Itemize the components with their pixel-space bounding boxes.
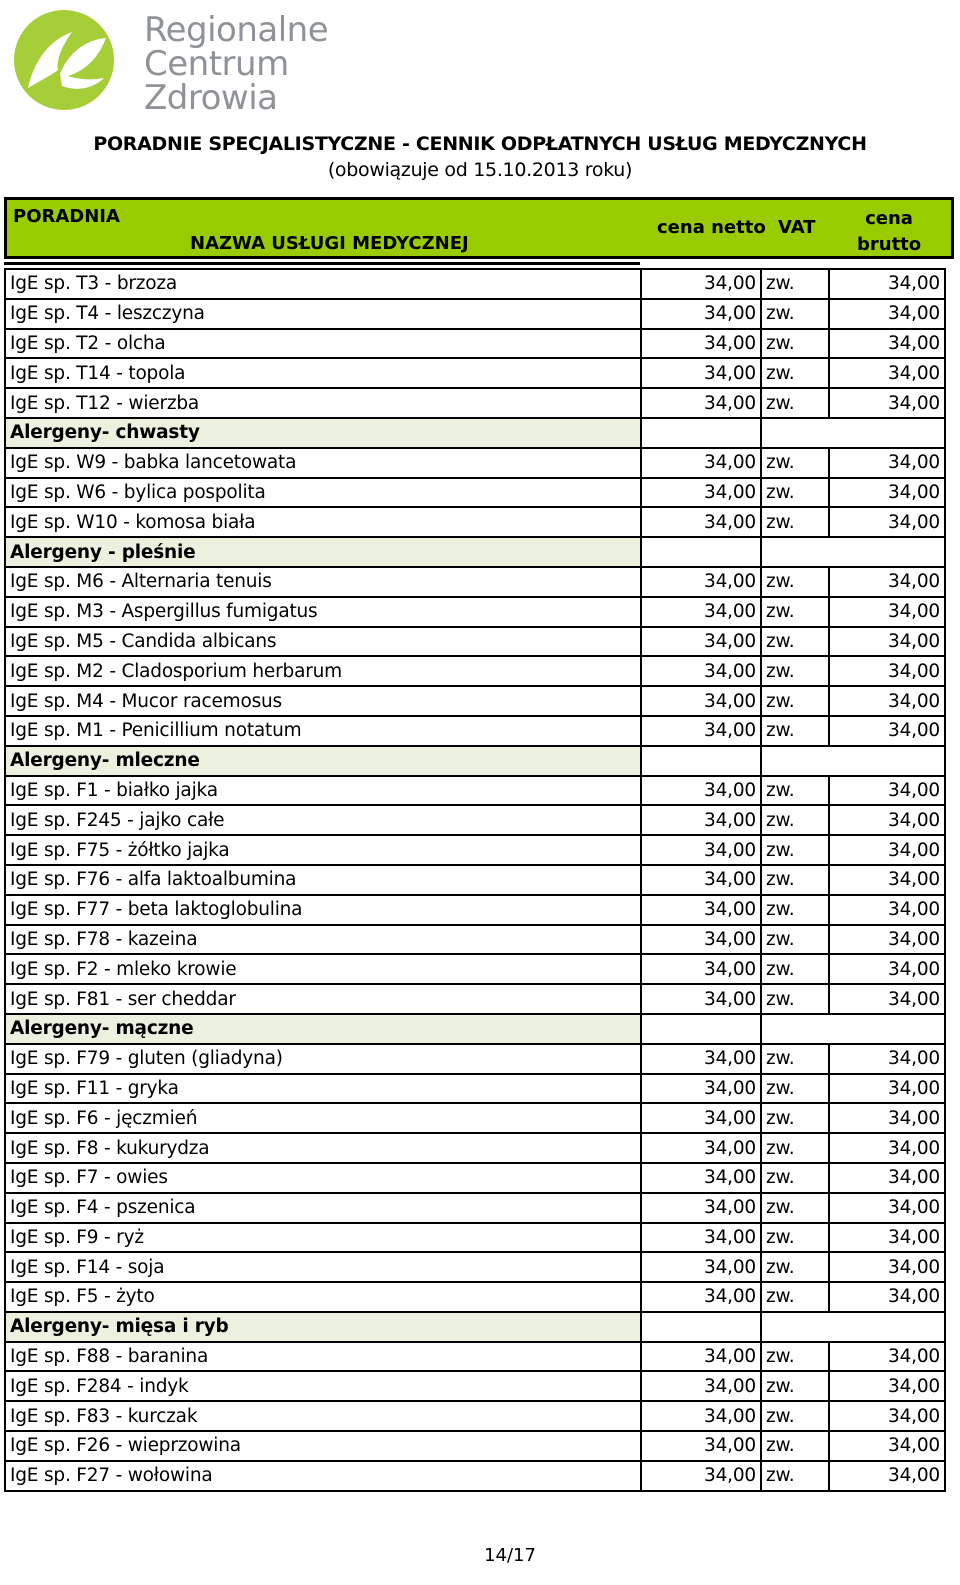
vat-rate: zw. bbox=[761, 269, 829, 299]
table-row bbox=[5, 597, 945, 627]
vat-rate: zw. bbox=[761, 1282, 829, 1312]
price-brutto: 34,00 bbox=[829, 448, 945, 478]
vat-rate: zw. bbox=[761, 1401, 829, 1431]
price-brutto: 34,00 bbox=[829, 567, 945, 597]
document-title: PORADNIE SPECJALISTYCZNE - CENNIK ODPŁATNYCH USŁUG MEDYCZNYCH bbox=[93, 133, 867, 155]
service-name: IgE sp. F26 - wieprzowina bbox=[5, 1431, 641, 1461]
vat-rate: zw. bbox=[761, 776, 829, 806]
price-netto: 34,00 bbox=[641, 865, 761, 895]
service-name: IgE sp. F27 - wołowina bbox=[5, 1461, 641, 1491]
empty-cell bbox=[641, 1312, 761, 1342]
price-brutto: 34,00 bbox=[829, 299, 945, 329]
vat-rate: zw. bbox=[761, 388, 829, 418]
vat-rate: zw. bbox=[761, 805, 829, 835]
price-netto: 34,00 bbox=[641, 1133, 761, 1163]
table-row bbox=[5, 1163, 945, 1193]
price-brutto: 34,00 bbox=[829, 1431, 945, 1461]
price-netto: 34,00 bbox=[641, 1431, 761, 1461]
price-brutto: 34,00 bbox=[829, 388, 945, 418]
price-netto: 34,00 bbox=[641, 299, 761, 329]
service-name: IgE sp. M1 - Penicillium notatum bbox=[5, 716, 641, 746]
price-brutto: 34,00 bbox=[829, 865, 945, 895]
table-row bbox=[5, 388, 945, 418]
table-row bbox=[5, 776, 945, 806]
empty-cell bbox=[761, 418, 945, 448]
empty-cell bbox=[641, 746, 761, 776]
vat-rate: zw. bbox=[761, 1193, 829, 1223]
table-row bbox=[5, 1252, 945, 1282]
vat-rate: zw. bbox=[761, 1103, 829, 1133]
price-brutto: 34,00 bbox=[829, 776, 945, 806]
service-name: IgE sp. F81 - ser cheddar bbox=[5, 984, 641, 1014]
table-header bbox=[4, 197, 954, 259]
price-netto: 34,00 bbox=[641, 984, 761, 1014]
service-name: IgE sp. F8 - kukurydza bbox=[5, 1133, 641, 1163]
empty-cell bbox=[761, 1014, 945, 1044]
price-netto: 34,00 bbox=[641, 1342, 761, 1372]
category-row bbox=[5, 746, 945, 776]
service-name: IgE sp. F1 - białko jajka bbox=[5, 776, 641, 806]
category-row bbox=[5, 1014, 945, 1044]
service-name: IgE sp. T3 - brzoza bbox=[5, 269, 641, 299]
price-brutto: 34,00 bbox=[829, 1371, 945, 1401]
empty-cell bbox=[761, 1312, 945, 1342]
category-label: Alergeny- mleczne bbox=[5, 746, 641, 776]
vat-rate: zw. bbox=[761, 656, 829, 686]
service-name: IgE sp. F245 - jajko całe bbox=[5, 805, 641, 835]
vat-rate: zw. bbox=[761, 507, 829, 537]
logo-leaf-icon bbox=[10, 10, 122, 110]
price-brutto: 34,00 bbox=[829, 1223, 945, 1253]
vat-rate: zw. bbox=[761, 1133, 829, 1163]
price-brutto: 34,00 bbox=[829, 1163, 945, 1193]
table-row bbox=[5, 478, 945, 508]
table-row bbox=[5, 895, 945, 925]
table-row bbox=[5, 329, 945, 359]
table-row bbox=[5, 1103, 945, 1133]
price-brutto: 34,00 bbox=[829, 627, 945, 657]
header-vat: VAT bbox=[778, 217, 816, 238]
price-netto: 34,00 bbox=[641, 1223, 761, 1253]
table-row bbox=[5, 1223, 945, 1253]
table-row bbox=[5, 269, 945, 299]
vat-rate: zw. bbox=[761, 954, 829, 984]
table-row bbox=[5, 656, 945, 686]
table-row bbox=[5, 984, 945, 1014]
price-netto: 34,00 bbox=[641, 358, 761, 388]
price-netto: 34,00 bbox=[641, 1401, 761, 1431]
header-brutto bbox=[857, 206, 921, 258]
price-brutto: 34,00 bbox=[829, 1282, 945, 1312]
price-netto: 34,00 bbox=[641, 656, 761, 686]
price-netto: 34,00 bbox=[641, 1252, 761, 1282]
table-row bbox=[5, 835, 945, 865]
logo-line-2: Centrum bbox=[144, 44, 289, 84]
price-netto: 34,00 bbox=[641, 1193, 761, 1223]
service-name: IgE sp. F284 - indyk bbox=[5, 1371, 641, 1401]
table-row bbox=[5, 925, 945, 955]
table-row bbox=[5, 1074, 945, 1104]
vat-rate: zw. bbox=[761, 1461, 829, 1491]
price-brutto: 34,00 bbox=[829, 1103, 945, 1133]
vat-rate: zw. bbox=[761, 716, 829, 746]
price-brutto: 34,00 bbox=[829, 1193, 945, 1223]
empty-cell bbox=[761, 746, 945, 776]
table-row bbox=[5, 567, 945, 597]
table-row bbox=[5, 1401, 945, 1431]
vat-rate: zw. bbox=[761, 1342, 829, 1372]
price-brutto: 34,00 bbox=[829, 716, 945, 746]
header-divider bbox=[4, 262, 640, 265]
price-netto: 34,00 bbox=[641, 1103, 761, 1133]
service-name: IgE sp. F4 - pszenica bbox=[5, 1193, 641, 1223]
category-label: Alergeny- mięsa i ryb bbox=[5, 1312, 641, 1342]
price-netto: 34,00 bbox=[641, 1163, 761, 1193]
table-row bbox=[5, 507, 945, 537]
service-name: IgE sp. F79 - gluten (gliadyna) bbox=[5, 1044, 641, 1074]
table-row bbox=[5, 805, 945, 835]
empty-cell bbox=[641, 537, 761, 567]
price-netto: 34,00 bbox=[641, 1282, 761, 1312]
price-brutto: 34,00 bbox=[829, 805, 945, 835]
price-netto: 34,00 bbox=[641, 269, 761, 299]
price-brutto: 34,00 bbox=[829, 1342, 945, 1372]
vat-rate: zw. bbox=[761, 299, 829, 329]
price-brutto: 34,00 bbox=[829, 686, 945, 716]
table-row bbox=[5, 716, 945, 746]
service-name: IgE sp. F2 - mleko krowie bbox=[5, 954, 641, 984]
category-row bbox=[5, 537, 945, 567]
category-label: Alergeny- mączne bbox=[5, 1014, 641, 1044]
price-brutto: 34,00 bbox=[829, 1252, 945, 1282]
vat-rate: zw. bbox=[761, 597, 829, 627]
vat-rate: zw. bbox=[761, 1163, 829, 1193]
table-row bbox=[5, 865, 945, 895]
service-name: IgE sp. M2 - Cladosporium herbarum bbox=[5, 656, 641, 686]
vat-rate: zw. bbox=[761, 478, 829, 508]
header-brutto-line1: cena bbox=[865, 208, 913, 229]
table-row bbox=[5, 299, 945, 329]
service-name: IgE sp. M6 - Alternaria tenuis bbox=[5, 567, 641, 597]
price-brutto: 34,00 bbox=[829, 597, 945, 627]
vat-rate: zw. bbox=[761, 1044, 829, 1074]
price-netto: 34,00 bbox=[641, 1461, 761, 1491]
price-netto: 34,00 bbox=[641, 388, 761, 418]
vat-rate: zw. bbox=[761, 1223, 829, 1253]
price-netto: 34,00 bbox=[641, 716, 761, 746]
table-row bbox=[5, 1044, 945, 1074]
table-row bbox=[5, 627, 945, 657]
price-netto: 34,00 bbox=[641, 448, 761, 478]
price-brutto: 34,00 bbox=[829, 507, 945, 537]
vat-rate: zw. bbox=[761, 686, 829, 716]
table-row bbox=[5, 1461, 945, 1491]
empty-cell bbox=[761, 537, 945, 567]
header-nazwa: NAZWA USŁUGI MEDYCZNEJ bbox=[190, 233, 469, 254]
price-netto: 34,00 bbox=[641, 954, 761, 984]
price-netto: 34,00 bbox=[641, 776, 761, 806]
service-name: IgE sp. F76 - alfa laktoalbumina bbox=[5, 865, 641, 895]
service-name: IgE sp. W10 - komosa biała bbox=[5, 507, 641, 537]
price-netto: 34,00 bbox=[641, 686, 761, 716]
price-brutto: 34,00 bbox=[829, 1044, 945, 1074]
price-netto: 34,00 bbox=[641, 507, 761, 537]
service-name: IgE sp. F83 - kurczak bbox=[5, 1401, 641, 1431]
service-name: IgE sp. M4 - Mucor racemosus bbox=[5, 686, 641, 716]
price-brutto: 34,00 bbox=[829, 1074, 945, 1104]
vat-rate: zw. bbox=[761, 984, 829, 1014]
price-netto: 34,00 bbox=[641, 329, 761, 359]
vat-rate: zw. bbox=[761, 895, 829, 925]
vat-rate: zw. bbox=[761, 1074, 829, 1104]
price-brutto: 34,00 bbox=[829, 1401, 945, 1431]
price-table-body bbox=[5, 269, 945, 1491]
vat-rate: zw. bbox=[761, 627, 829, 657]
service-name: IgE sp. F14 - soja bbox=[5, 1252, 641, 1282]
price-brutto: 34,00 bbox=[829, 954, 945, 984]
price-brutto: 34,00 bbox=[829, 1461, 945, 1491]
service-name: IgE sp. M5 - Candida albicans bbox=[5, 627, 641, 657]
document-subtitle: (obowiązuje od 15.10.2013 roku) bbox=[327, 159, 633, 181]
service-name: IgE sp. F78 - kazeina bbox=[5, 925, 641, 955]
price-netto: 34,00 bbox=[641, 1371, 761, 1401]
table-row bbox=[5, 1371, 945, 1401]
price-brutto: 34,00 bbox=[829, 358, 945, 388]
logo-text bbox=[144, 10, 329, 118]
logo bbox=[10, 8, 340, 116]
vat-rate: zw. bbox=[761, 1371, 829, 1401]
price-netto: 34,00 bbox=[641, 835, 761, 865]
vat-rate: zw. bbox=[761, 835, 829, 865]
price-brutto: 34,00 bbox=[829, 329, 945, 359]
table-row bbox=[5, 1282, 945, 1312]
price-netto: 34,00 bbox=[641, 627, 761, 657]
service-name: IgE sp. F9 - ryż bbox=[5, 1223, 641, 1253]
table-row bbox=[5, 448, 945, 478]
price-brutto: 34,00 bbox=[829, 656, 945, 686]
price-netto: 34,00 bbox=[641, 925, 761, 955]
table-row bbox=[5, 1133, 945, 1163]
service-name: IgE sp. F88 - baranina bbox=[5, 1342, 641, 1372]
vat-rate: zw. bbox=[761, 567, 829, 597]
service-name: IgE sp. F7 - owies bbox=[5, 1163, 641, 1193]
service-name: IgE sp. W9 - babka lancetowata bbox=[5, 448, 641, 478]
service-name: IgE sp. F5 - żyto bbox=[5, 1282, 641, 1312]
header-netto: cena netto bbox=[657, 217, 766, 238]
table-row bbox=[5, 358, 945, 388]
price-netto: 34,00 bbox=[641, 805, 761, 835]
table-row bbox=[5, 954, 945, 984]
category-row bbox=[5, 418, 945, 448]
service-name: IgE sp. F75 - żółtko jajka bbox=[5, 835, 641, 865]
table-row bbox=[5, 1342, 945, 1372]
price-netto: 34,00 bbox=[641, 597, 761, 627]
price-netto: 34,00 bbox=[641, 567, 761, 597]
vat-rate: zw. bbox=[761, 925, 829, 955]
vat-rate: zw. bbox=[761, 1252, 829, 1282]
price-brutto: 34,00 bbox=[829, 269, 945, 299]
category-row bbox=[5, 1312, 945, 1342]
price-brutto: 34,00 bbox=[829, 925, 945, 955]
price-brutto: 34,00 bbox=[829, 835, 945, 865]
service-name: IgE sp. F11 - gryka bbox=[5, 1074, 641, 1104]
empty-cell bbox=[641, 1014, 761, 1044]
vat-rate: zw. bbox=[761, 448, 829, 478]
price-brutto: 34,00 bbox=[829, 895, 945, 925]
price-netto: 34,00 bbox=[641, 1074, 761, 1104]
price-table bbox=[4, 268, 946, 1492]
service-name: IgE sp. W6 - bylica pospolita bbox=[5, 478, 641, 508]
service-name: IgE sp. F6 - jęczmień bbox=[5, 1103, 641, 1133]
header-brutto-line2: brutto bbox=[857, 234, 922, 255]
logo-line-1: Regionalne bbox=[144, 10, 329, 50]
service-name: IgE sp. T2 - olcha bbox=[5, 329, 641, 359]
service-name: IgE sp. T14 - topola bbox=[5, 358, 641, 388]
vat-rate: zw. bbox=[761, 865, 829, 895]
logo-line-3: Zdrowia bbox=[144, 78, 278, 118]
vat-rate: zw. bbox=[761, 358, 829, 388]
page-number: 14/17 bbox=[484, 1545, 536, 1566]
table-row bbox=[5, 686, 945, 716]
price-netto: 34,00 bbox=[641, 478, 761, 508]
category-label: Alergeny - pleśnie bbox=[5, 537, 641, 567]
category-label: Alergeny- chwasty bbox=[5, 418, 641, 448]
vat-rate: zw. bbox=[761, 329, 829, 359]
service-name: IgE sp. F77 - beta laktoglobulina bbox=[5, 895, 641, 925]
empty-cell bbox=[641, 418, 761, 448]
service-name: IgE sp. T4 - leszczyna bbox=[5, 299, 641, 329]
price-brutto: 34,00 bbox=[829, 1133, 945, 1163]
service-name: IgE sp. T12 - wierzba bbox=[5, 388, 641, 418]
table-row bbox=[5, 1431, 945, 1461]
price-brutto: 34,00 bbox=[829, 984, 945, 1014]
vat-rate: zw. bbox=[761, 1431, 829, 1461]
header-poradnia: PORADNIA bbox=[13, 206, 120, 227]
price-netto: 34,00 bbox=[641, 1044, 761, 1074]
service-name: IgE sp. M3 - Aspergillus fumigatus bbox=[5, 597, 641, 627]
price-brutto: 34,00 bbox=[829, 478, 945, 508]
price-netto: 34,00 bbox=[641, 895, 761, 925]
table-row bbox=[5, 1193, 945, 1223]
